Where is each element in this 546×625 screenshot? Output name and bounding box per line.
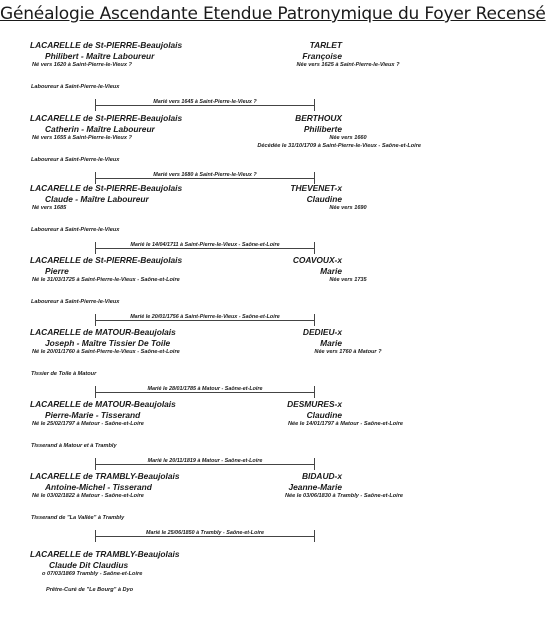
marriage-text-wrap <box>95 458 315 464</box>
wife-given: Marie <box>320 266 342 276</box>
wife-name: BIDAUD-x <box>301 471 342 481</box>
occupation: Laboureur à Saint-Pierre-le-Vieux <box>31 84 120 90</box>
marriage-text-wrap <box>95 314 315 320</box>
wife-info-line: Née vers 1690 <box>329 205 367 211</box>
husband-given: Philibert - Maître Laboureur <box>45 51 155 61</box>
generation-7 <box>0 471 441 547</box>
wife-given: Philiberte <box>303 124 342 134</box>
husband-info: Né le 31/03/1725 à Saint-Pierre-le-Vieux - Saône-et-Loire <box>32 277 180 283</box>
marriage-text-wrap <box>95 386 315 392</box>
wife-info <box>293 62 403 68</box>
marriage-connector <box>95 458 315 470</box>
generation-5 <box>0 327 441 403</box>
wife-given: Jeanne-Marie <box>288 482 342 492</box>
marriage-text: Marié le 20/11/1819 à Matour - Saône-et-Loire <box>147 458 263 464</box>
husband-name: LACARELLE de St-PIERRE-Beaujolais <box>30 255 183 265</box>
husband-given: Claude Dit Claudius <box>49 560 129 570</box>
wife-name: DEDIEU-x <box>302 327 342 337</box>
wife-info <box>293 135 403 141</box>
marriage-line <box>95 392 315 393</box>
marriage-connector <box>95 314 315 326</box>
marriage-text: Marié le 14/04/1711 à Saint-Pierre-le-Vieux - Saône-et-Loire <box>130 242 280 248</box>
generation-last <box>0 549 441 625</box>
husband-name: LACARELLE de St-PIERRE-Beaujolais <box>30 40 183 50</box>
husband-name: LACARELLE de TRAMBLY-Beaujolais <box>30 471 180 481</box>
wife-name: DESMURES-x <box>287 399 342 409</box>
generation-2 <box>0 113 441 189</box>
husband-info: Né le 03/02/1822 à Matour - Saône-et-Loire <box>32 493 144 499</box>
wife-name: BERTHOUX <box>295 113 342 123</box>
wife-info <box>285 493 403 499</box>
wife-given: Françoise <box>302 51 342 61</box>
wife-info-line: Née vers 1735 <box>329 277 367 283</box>
wife-name: TARLET <box>309 40 342 50</box>
husband-name: LACARELLE de MATOUR-Beaujolais <box>30 327 176 337</box>
marriage-line <box>95 320 315 321</box>
marriage-text: Marié vers 1645 à Saint-Pierre-le-Vieux ? <box>153 99 257 105</box>
marriage-text-wrap <box>95 530 315 536</box>
wife-info-2: Décédée le 31/10/1709 à Saint-Pierre-le-Vieux - Saône-et-Loire <box>257 143 421 149</box>
husband-given: Pierre-Marie - Tisserand <box>45 410 141 420</box>
wife-info <box>288 421 403 427</box>
marriage-connector <box>95 99 315 111</box>
occupation: Tissier de Toile à Matour <box>31 371 97 377</box>
wife-info-line: Née le 03/06/1830 à Trambly - Saône-et-Loire <box>284 493 403 499</box>
marriage-line <box>95 105 315 106</box>
marriage-connector <box>95 242 315 254</box>
occupation: Laboureur à Saint-Pierre-le-Vieux <box>31 157 120 163</box>
marriage-connector <box>95 530 315 542</box>
husband-info: Né vers 1620 à Saint-Pierre-le-Vieux ? <box>32 62 132 68</box>
occupation: Tisserand à Matour et à Trambly <box>31 443 117 449</box>
marriage-line <box>95 248 315 249</box>
husband-info: Né vers 1655 à Saint-Pierre-le-Vieux ? <box>32 135 132 141</box>
marriage-text-wrap <box>95 242 315 248</box>
wife-info-line: Née vers 1625 à Saint-Pierre-le-Vieux ? <box>296 62 400 68</box>
wife-info-line: Née vers 1660 <box>329 135 367 141</box>
wife-info <box>293 205 403 211</box>
husband-name: LACARELLE de TRAMBLY-Beaujolais <box>30 549 180 559</box>
husband-name: LACARELLE de MATOUR-Beaujolais <box>30 399 176 409</box>
husband-given: Pierre <box>45 266 69 276</box>
wife-info-line: Née le 14/01/1797 à Matour - Saône-et-Loire <box>287 421 403 427</box>
husband-name: LACARELLE de St-PIERRE-Beaujolais <box>30 183 183 193</box>
husband-info: Né le 25/02/1797 à Matour - Saône-et-Loire <box>32 421 144 427</box>
wife-given: Marie <box>320 338 342 348</box>
occupation: Tisserand de "La Vallée" à Trambly <box>31 515 125 521</box>
wife-info-line: Née vers 1760 à Matour ? <box>314 349 382 355</box>
wife-given: Claudine <box>306 194 342 204</box>
marriage-text: Marié le 20/01/1756 à Saint-Pierre-le-Vieux - Saône-et-Loire <box>130 314 280 320</box>
wife-name: COAVOUX-x <box>292 255 342 265</box>
marriage-text: Marié le 28/01/1785 à Matour - Saône-et-Loire <box>147 386 263 392</box>
husband-info: o 07/03/1869 Trambly - Saône-et-Loire <box>42 571 143 577</box>
generation-3 <box>0 183 441 259</box>
occupation: Prêtre-Curé de "Le Bourg" à Dyo <box>46 587 134 593</box>
marriage-connector <box>95 386 315 398</box>
occupation: Laboureur à Saint-Pierre-le-Vieux <box>31 227 120 233</box>
marriage-line <box>95 536 315 537</box>
generation-1 <box>0 40 441 116</box>
husband-given: Catherin - Maître Laboureur <box>45 124 155 134</box>
wife-info <box>293 349 403 355</box>
husband-given: Joseph - Maître Tissier De Toile <box>45 338 171 348</box>
husband-given: Claude - Maître Laboureur <box>45 194 149 204</box>
wife-given: Claudine <box>306 410 342 420</box>
marriage-line <box>95 178 315 179</box>
husband-name: LACARELLE de St-PIERRE-Beaujolais <box>30 113 183 123</box>
marriage-text: Marié le 25/06/1850 à Trambly - Saône-et-Loire <box>146 530 264 536</box>
generation-6 <box>0 399 441 475</box>
marriage-text-wrap <box>95 172 315 178</box>
wife-name: THEVENET-x <box>290 183 342 193</box>
marriage-text-wrap <box>95 99 315 105</box>
husband-info: Né le 20/01/1760 à Saint-Pierre-le-Vieux - Saône-et-Loire <box>32 349 180 355</box>
marriage-text: Marié vers 1680 à Saint-Pierre-le-Vieux ? <box>153 172 257 178</box>
marriage-line <box>95 464 315 465</box>
page-title: Généalogie Ascendante Etendue Patronymique du Foyer Recensé <box>0 4 546 24</box>
generation-4 <box>0 255 441 331</box>
wife-info <box>293 277 403 283</box>
husband-given: Antoine-Michel - Tisserand <box>45 482 152 492</box>
occupation: Laboureur à Saint-Pierre-le-Vieux <box>31 299 120 305</box>
husband-info: Né vers 1685 <box>32 205 67 211</box>
